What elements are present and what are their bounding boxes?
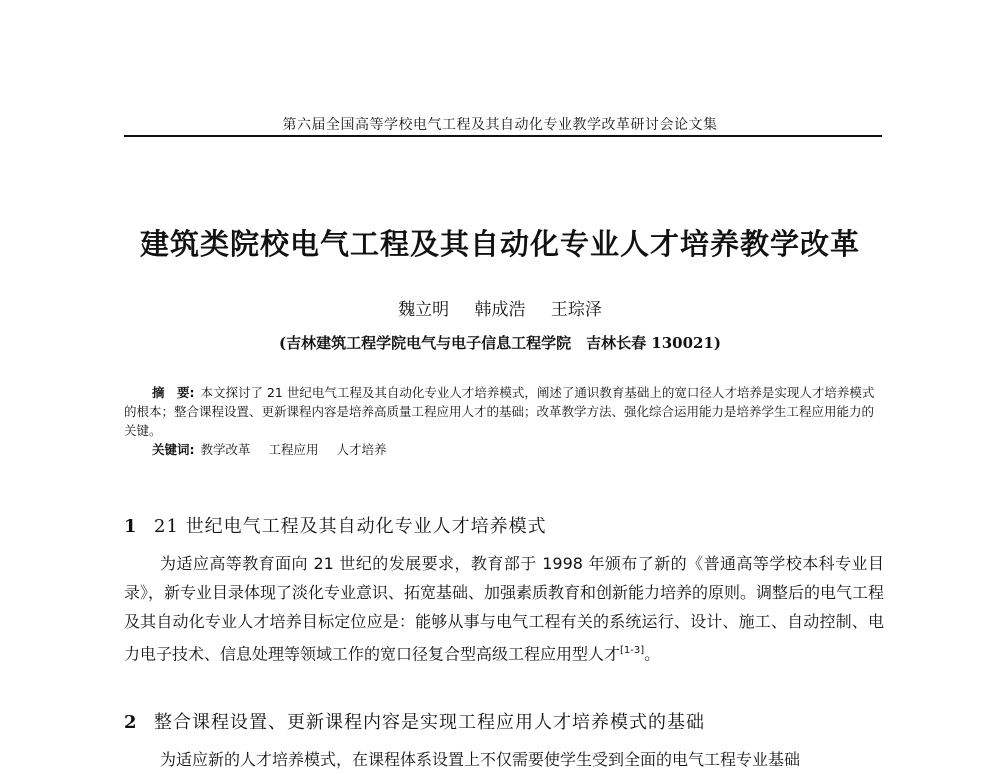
abstract: [124, 383, 884, 459]
section-body: [124, 549, 884, 668]
section-number: 2: [124, 712, 138, 733]
header-rule: [124, 135, 882, 137]
authors: [0, 295, 1000, 320]
keyword: 教学改革: [200, 442, 251, 457]
section-heading: [124, 512, 547, 538]
author-name: 魏立明: [398, 300, 450, 320]
paragraph-text: 为适应新的人才培养模式，在课程体系设置上不仅需要使学生受到全面的电气工程专业基础: [160, 750, 801, 769]
citation: [1-3]: [620, 645, 645, 656]
section-number: 1: [124, 516, 138, 537]
section-heading: [124, 708, 705, 734]
paragraph-end: 。: [644, 644, 661, 664]
author-name: 韩成浩: [474, 300, 526, 320]
abstract-text: 本文探讨了 21 世纪电气工程及其自动化专业人才培养模式，阐述了通识教育基础上的宽口径人才培养是实现人才培养模式的根本；整合课程设置、更新课程内容是培养高质量工程应用人才的基础；改革教学方法、强化综合运用能力是培养学生工程应用能力的关键。: [124, 385, 875, 438]
abstract-label: 摘 要:: [152, 385, 195, 400]
keyword: 工程应用: [268, 442, 319, 457]
keywords-label: 关键词:: [152, 442, 195, 457]
body-paragraph: [124, 549, 884, 668]
keyword: 人才培养: [336, 442, 387, 457]
paragraph-text: 为适应高等教育面向 21 世纪的发展要求，教育部于 1998 年颁布了新的《普通高等学校本科专业目录》，新专业目录体现了淡化专业意识、拓宽基础、加强素质教育和创新能力培养的原则。调整后的电气工程及其自动化专业人才培养目标定位应是：能够从事与电气工程有关的系统运行、设计、施工、自动控制、电力电子技术、信息处理等领域工作的宽口径复合型高级工程应用型人才: [124, 554, 885, 664]
paper-title: 建筑类院校电气工程及其自动化专业人才培养教学改革: [139, 227, 860, 261]
section-title: 21 世纪电气工程及其自动化专业人才培养模式: [154, 516, 547, 537]
author-name: 王琮泽: [550, 300, 602, 320]
keywords: [124, 440, 884, 459]
affiliation: (吉林建筑工程学院电气与电子信息工程学院 吉林长春 130021): [278, 334, 722, 352]
abstract-paragraph: [124, 383, 884, 440]
running-header: 第六届全国高等学校电气工程及其自动化专业教学改革研讨会论文集: [282, 117, 718, 133]
section-title: 整合课程设置、更新课程内容是实现工程应用人才培养模式的基础: [154, 712, 705, 733]
